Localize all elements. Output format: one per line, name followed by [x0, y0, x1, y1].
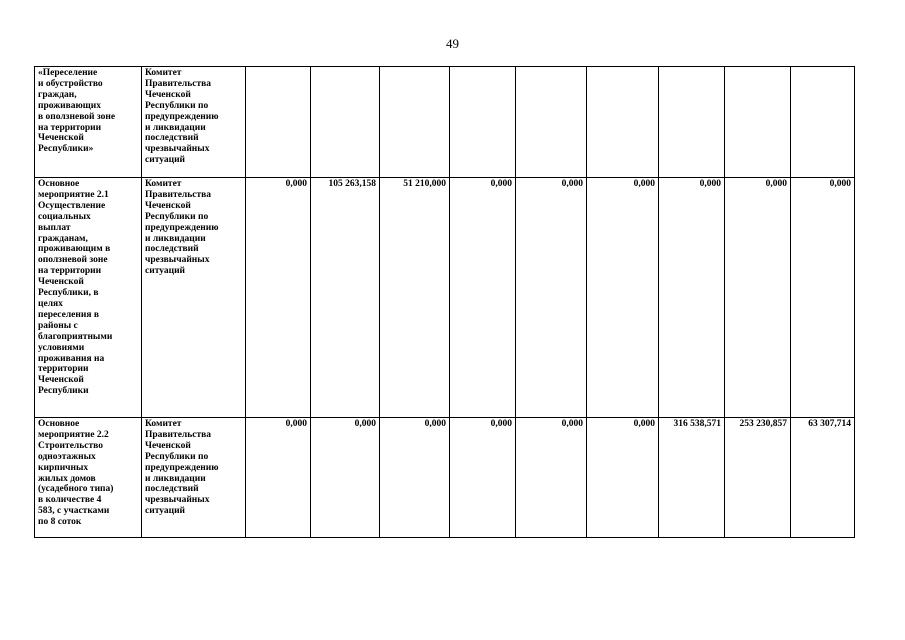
value-cell: 105 263,158 — [311, 178, 380, 418]
table-row — [35, 178, 855, 418]
value-cell: 0,000 — [791, 178, 855, 418]
value-cell — [450, 67, 516, 178]
executor-cell: Комитет Правительства Чеченской Республики по предупреждению и ликвидации последствий чрезвычайных ситуаций — [142, 418, 246, 538]
value-cell: 0,000 — [725, 178, 791, 418]
value-cell: 0,000 — [450, 178, 516, 418]
value-cell: 0,000 — [311, 418, 380, 538]
value-cell — [380, 67, 450, 178]
value-cell — [725, 67, 791, 178]
value-cell: 0,000 — [659, 178, 725, 418]
value-cell — [516, 67, 587, 178]
executor-cell: Комитет Правительства Чеченской Республики по предупреждению и ликвидации последствий чрезвычайных ситуаций — [142, 178, 246, 418]
program-table — [34, 66, 855, 538]
page-number: 49 — [446, 36, 459, 51]
table-row — [35, 67, 855, 178]
value-cell: 0,000 — [246, 178, 311, 418]
measure-name-cell: «Переселение и обустройство граждан, проживающих в оползневой зоне на территории Чеченской Республики» — [35, 67, 142, 178]
value-cell: 51 210,000 — [380, 178, 450, 418]
value-cell — [659, 67, 725, 178]
value-cell: 0,000 — [587, 418, 659, 538]
value-cell: 0,000 — [516, 178, 587, 418]
executor-cell: Комитет Правительства Чеченской Республики по предупреждению и ликвидации последствий чрезвычайных ситуаций — [142, 67, 246, 178]
value-cell — [246, 67, 311, 178]
value-cell: 0,000 — [380, 418, 450, 538]
value-cell — [791, 67, 855, 178]
value-cell: 0,000 — [450, 418, 516, 538]
value-cell: 0,000 — [246, 418, 311, 538]
value-cell: 0,000 — [516, 418, 587, 538]
value-cell: 253 230,857 — [725, 418, 791, 538]
value-cell: 63 307,714 — [791, 418, 855, 538]
value-cell — [587, 67, 659, 178]
value-cell — [311, 67, 380, 178]
measure-name-cell: Основное мероприятие 2.2 Строительство одноэтажных кирпичных жилых домов (усадебного типа) в количестве 4 583, с участками по 8 соток — [35, 418, 142, 538]
value-cell: 316 538,571 — [659, 418, 725, 538]
table-row — [35, 418, 855, 538]
measure-name-cell: Основное мероприятие 2.1 Осуществление социальных выплат гражданам, проживающим в оползневой зоне на территории Чеченской Республики, в целях переселения в районы с благоприятными условиями проживания на территории Чеченской Республики — [35, 178, 142, 418]
value-cell: 0,000 — [587, 178, 659, 418]
